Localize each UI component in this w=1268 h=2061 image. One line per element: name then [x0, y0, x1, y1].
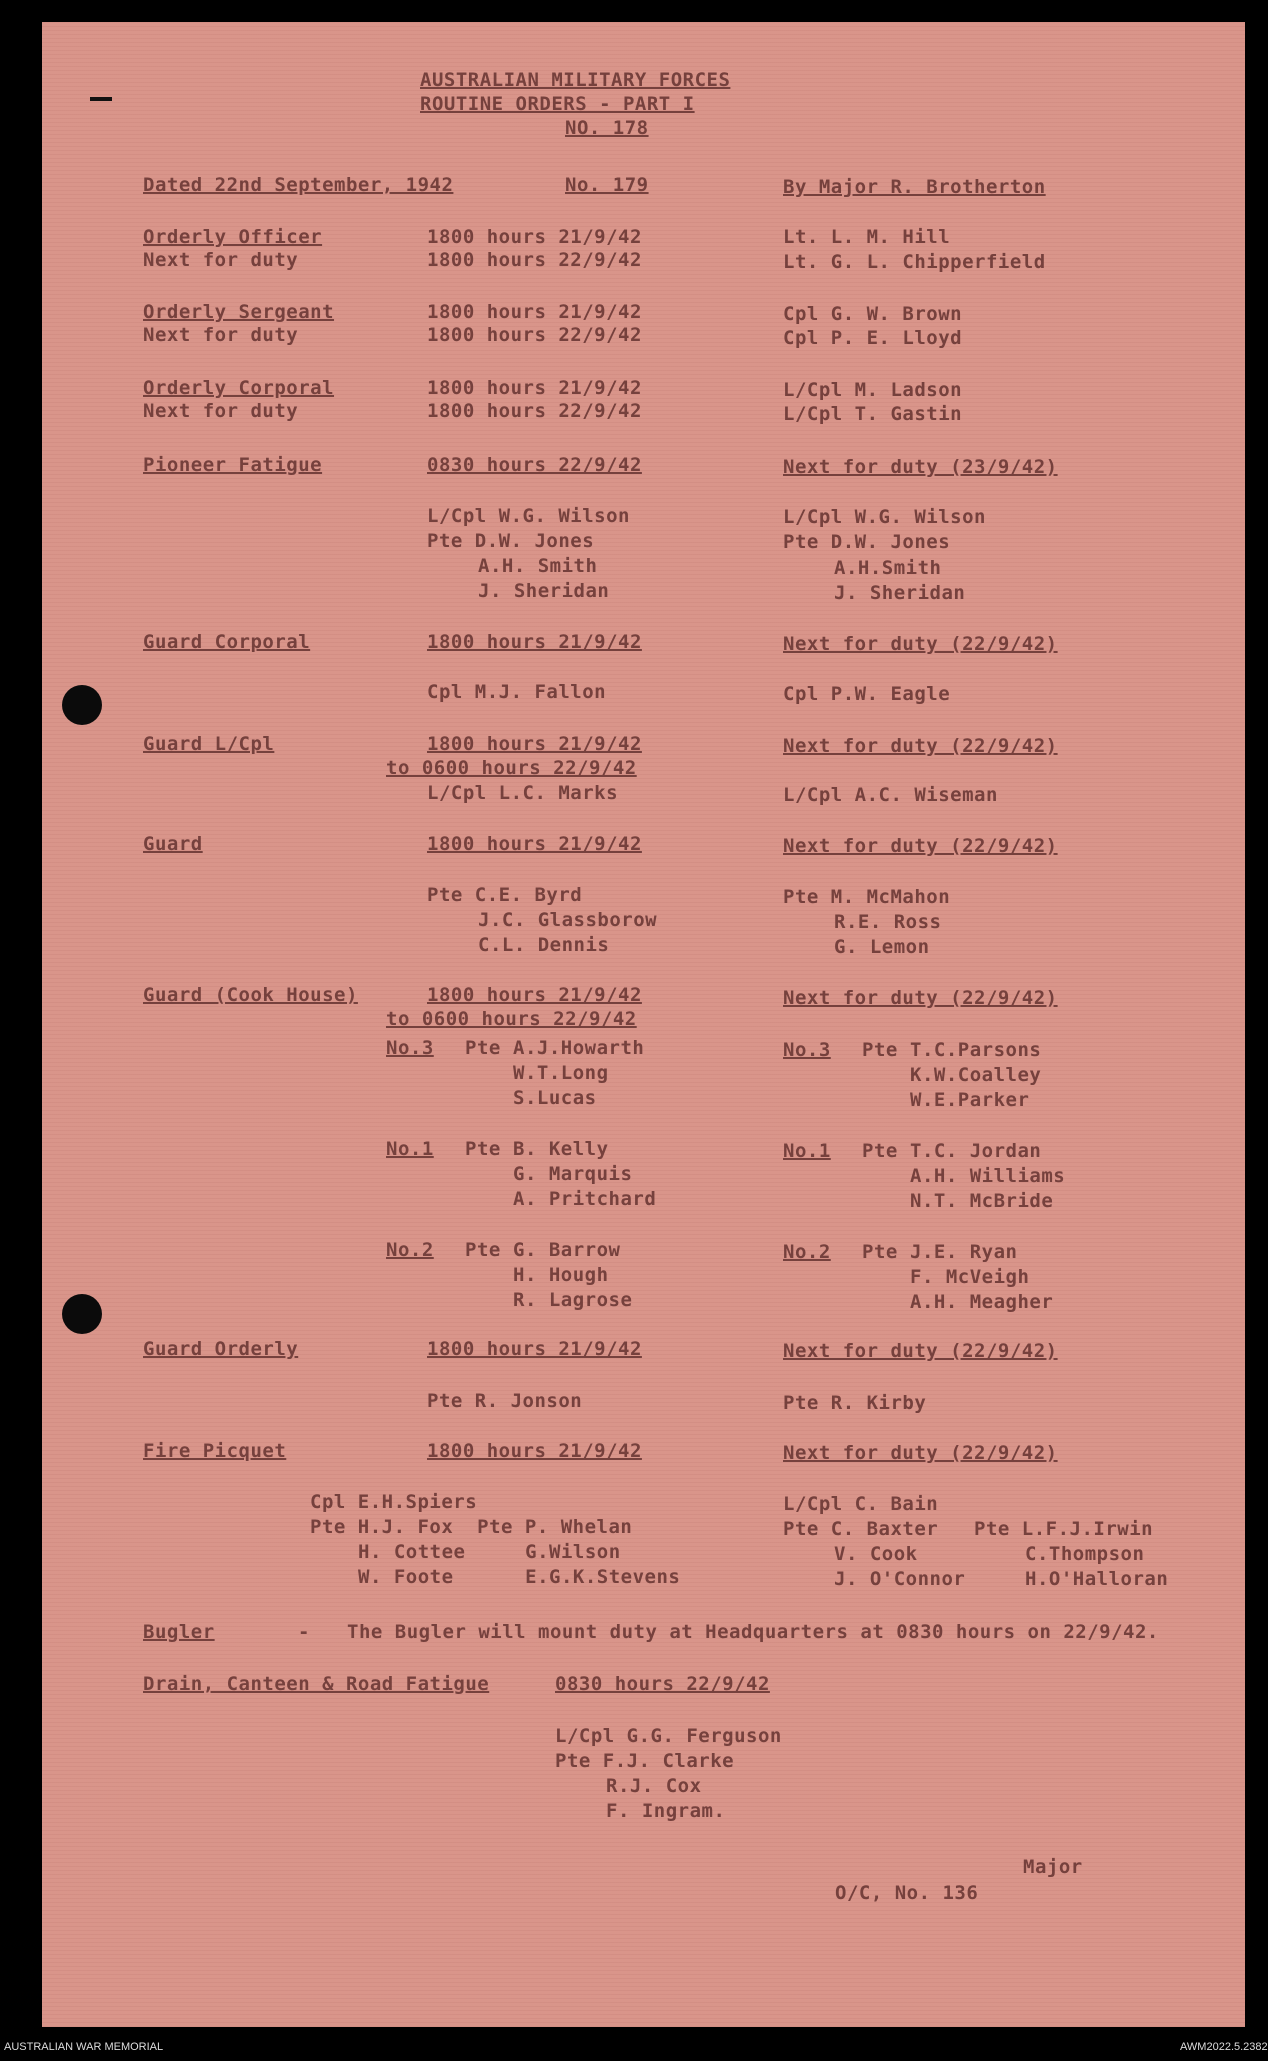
list-item: J.E. Ryan [910, 1241, 1018, 1263]
fire-picquet-label: Fire Picquet [143, 1440, 287, 1462]
pioneer-fatigue-next: Next for duty (23/9/42) [783, 456, 1058, 478]
rank-label: Pte [862, 1039, 898, 1061]
list-item: A. Pritchard [513, 1188, 657, 1210]
orderly-sergeant-name-1: Cpl G. W. Brown [783, 303, 963, 325]
list-item: R.J. Cox [606, 1775, 702, 1797]
list-item: Pte D.W. Jones [427, 530, 595, 552]
list-item: B. Kelly [513, 1138, 609, 1160]
list-item: Pte H.J. Fox Pte P. Whelan [310, 1516, 633, 1538]
list-item: Pte F.J. Clarke [555, 1750, 735, 1772]
bugler-dash: - [298, 1621, 310, 1643]
guard-next: Next for duty (22/9/42) [783, 835, 1058, 857]
list-item: K.W.Coalley [910, 1064, 1042, 1086]
list-item: A.H. Smith [478, 555, 598, 577]
shift-number: No.1 [783, 1140, 831, 1162]
bugler-label: Bugler [143, 1621, 215, 1643]
list-item: W.T.Long [513, 1062, 609, 1084]
list-item: L/Cpl G.G. Ferguson [555, 1725, 782, 1747]
shift-number: No.2 [783, 1241, 831, 1263]
orderly-sergeant-next-label: Next for duty [143, 324, 299, 346]
rank-label: Pte [465, 1239, 501, 1261]
guard-orderly-next: Next for duty (22/9/42) [783, 1340, 1058, 1362]
list-item: L/Cpl W.G. Wilson [783, 506, 986, 528]
guard-corporal-name-2: Cpl P.W. Eagle [783, 683, 951, 705]
list-item: Pte M. McMahon [783, 886, 951, 908]
issued-by: By Major R. Brotherton [783, 176, 1046, 198]
guard-orderly-name-2: Pte R. Kirby [783, 1392, 927, 1414]
orderly-corporal-time-2: 1800 hours 22/9/42 [427, 400, 642, 422]
fire-picquet-next: Next for duty (22/9/42) [783, 1442, 1058, 1464]
rank-label: Pte [862, 1241, 898, 1263]
orderly-officer-name-1: Lt. L. M. Hill [783, 226, 951, 248]
list-item: J. Sheridan [478, 580, 610, 602]
margin-mark [90, 97, 112, 101]
list-item: A.H. Meagher [910, 1291, 1054, 1313]
list-item: L/Cpl C. Bain [783, 1493, 939, 1515]
shift-number: No.3 [783, 1039, 831, 1061]
guard-lcpl-name-1: L/Cpl L.C. Marks [427, 782, 619, 804]
guard-lcpl-time-1: 1800 hours 21/9/42 [427, 733, 642, 755]
list-item: G. Marquis [513, 1163, 633, 1185]
guard-orderly-name-1: Pte R. Jonson [427, 1390, 583, 1412]
punch-hole [62, 685, 102, 725]
guard-label: Guard [143, 833, 203, 855]
list-item: L/Cpl W.G. Wilson [427, 505, 630, 527]
guard-lcpl-next: Next for duty (22/9/42) [783, 735, 1058, 757]
orderly-sergeant-label: Orderly Sergeant [143, 301, 335, 323]
guard-cook-house-next: Next for duty (22/9/42) [783, 987, 1058, 1009]
drain-fatigue-time: 0830 hours 22/9/42 [555, 1673, 770, 1695]
footer-left: AUSTRALIAN WAR MEMORIAL [4, 2041, 164, 2053]
guard-cook-house-time-2: to 0600 hours 22/9/42 [386, 1008, 637, 1030]
shift-number: No.1 [386, 1138, 434, 1160]
list-item: W.E.Parker [910, 1089, 1030, 1111]
orderly-officer-next-label: Next for duty [143, 249, 299, 271]
list-item: A.H. Williams [910, 1165, 1066, 1187]
header-line-3: NO. 178 [565, 117, 649, 139]
guard-corporal-label: Guard Corporal [143, 631, 311, 653]
orderly-sergeant-time-2: 1800 hours 22/9/42 [427, 324, 642, 346]
list-item: Pte C.E. Byrd [427, 884, 583, 906]
orderly-corporal-label: Orderly Corporal [143, 377, 335, 399]
pioneer-fatigue-label: Pioneer Fatigue [143, 454, 323, 476]
guard-time: 1800 hours 21/9/42 [427, 833, 642, 855]
shift-number: No.3 [386, 1037, 434, 1059]
list-item: G. Lemon [834, 936, 930, 958]
guard-lcpl-time-2: to 0600 hours 22/9/42 [386, 757, 637, 779]
list-item: H. Hough [513, 1264, 609, 1286]
shift-number: No.2 [386, 1239, 434, 1261]
signoff-rank: Major [1023, 1856, 1083, 1878]
list-item: A.H.Smith [834, 557, 942, 579]
list-item: Cpl E.H.Spiers [310, 1491, 478, 1513]
guard-lcpl-name-2: L/Cpl A.C. Wiseman [783, 784, 998, 806]
order-number: No. 179 [565, 174, 649, 196]
dated-line: Dated 22nd September, 1942 [143, 174, 454, 196]
orderly-officer-name-2: Lt. G. L. Chipperfield [783, 251, 1046, 273]
rank-label: Pte [465, 1037, 501, 1059]
signoff-ref: O/C, No. 136 [835, 1882, 979, 1904]
orderly-corporal-name-2: L/Cpl T. Gastin [783, 403, 963, 425]
list-item: W. Foote E.G.K.Stevens [358, 1566, 681, 1588]
footer-right: AWM2022.5.2382 [1180, 2041, 1268, 2053]
orderly-corporal-name-1: L/Cpl M. Ladson [783, 379, 963, 401]
orderly-sergeant-time-1: 1800 hours 21/9/42 [427, 301, 642, 323]
list-item: S.Lucas [513, 1087, 597, 1109]
list-item: F. McVeigh [910, 1266, 1030, 1288]
list-item: F. Ingram. [606, 1800, 726, 1822]
bugler-text: The Bugler will mount duty at Headquarters at 0830 hours on 22/9/42. [347, 1621, 1159, 1643]
orderly-corporal-next-label: Next for duty [143, 400, 299, 422]
guard-lcpl-label: Guard L/Cpl [143, 733, 275, 755]
header-line-1: AUSTRALIAN MILITARY FORCES [420, 69, 731, 91]
guard-corporal-name-1: Cpl M.J. Fallon [427, 681, 607, 703]
orderly-corporal-time-1: 1800 hours 21/9/42 [427, 377, 642, 399]
guard-corporal-time: 1800 hours 21/9/42 [427, 631, 642, 653]
list-item: Pte C. Baxter Pte L.F.J.Irwin [783, 1518, 1154, 1540]
list-item: H. Cottee G.Wilson [358, 1541, 621, 1563]
list-item: R. Lagrose [513, 1289, 633, 1311]
guard-cook-house-label: Guard (Cook House) [143, 984, 358, 1006]
guard-orderly-time: 1800 hours 21/9/42 [427, 1338, 642, 1360]
punch-hole [62, 1294, 102, 1334]
list-item: R.E. Ross [834, 911, 942, 933]
fire-picquet-time: 1800 hours 21/9/42 [427, 1440, 642, 1462]
list-item: J. Sheridan [834, 582, 966, 604]
orderly-sergeant-name-2: Cpl P. E. Lloyd [783, 327, 963, 349]
orderly-officer-time-2: 1800 hours 22/9/42 [427, 249, 642, 271]
rank-label: Pte [465, 1138, 501, 1160]
list-item: V. Cook C.Thompson [834, 1543, 1145, 1565]
list-item: Pte D.W. Jones [783, 531, 951, 553]
list-item: G. Barrow [513, 1239, 621, 1261]
list-item: J.C. Glassborow [478, 909, 658, 931]
list-item: J. O'Connor H.O'Halloran [834, 1568, 1169, 1590]
pioneer-fatigue-time: 0830 hours 22/9/42 [427, 454, 642, 476]
list-item: T.C. Jordan [910, 1140, 1042, 1162]
list-item: A.J.Howarth [513, 1037, 645, 1059]
orderly-officer-label: Orderly Officer [143, 226, 323, 248]
header-line-2: ROUTINE ORDERS - PART I [420, 93, 695, 115]
drain-fatigue-label: Drain, Canteen & Road Fatigue [143, 1673, 490, 1695]
guard-corporal-next: Next for duty (22/9/42) [783, 633, 1058, 655]
orderly-officer-time-1: 1800 hours 21/9/42 [427, 226, 642, 248]
guard-orderly-label: Guard Orderly [143, 1338, 299, 1360]
guard-cook-house-time-1: 1800 hours 21/9/42 [427, 984, 642, 1006]
list-item: C.L. Dennis [478, 934, 610, 956]
rank-label: Pte [862, 1140, 898, 1162]
list-item: N.T. McBride [910, 1190, 1054, 1212]
list-item: T.C.Parsons [910, 1039, 1042, 1061]
